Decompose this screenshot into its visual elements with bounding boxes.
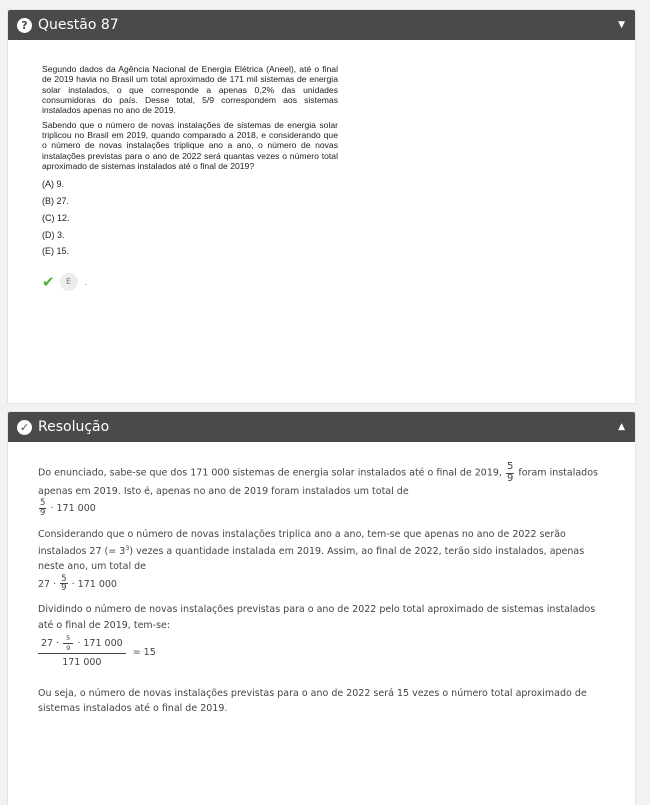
fraction-denominator: 9: [506, 472, 514, 484]
fraction-numerator: 5: [506, 461, 514, 472]
resolution-text: Do enunciado, sabe-se que dos 171 000 sistemas de energia solar instalados até o final de 2019,: [38, 467, 502, 479]
option-a: (A) 9.: [42, 179, 65, 190]
fraction-numerator: 5: [61, 573, 67, 584]
fraction: [506, 462, 514, 484]
superscript: 3: [125, 543, 130, 552]
question-panel: [7, 9, 636, 404]
option-c: (C) 12.: [42, 212, 70, 223]
question-header[interactable]: [8, 10, 635, 40]
fraction-numerator: 5: [40, 498, 46, 509]
expression-text: · 171 000: [77, 637, 123, 649]
expression-1: [38, 499, 611, 518]
resolution-text: foram: [518, 467, 547, 479]
answer-suffix: .: [84, 276, 88, 287]
expression-3: [38, 635, 611, 670]
resolution-body: [8, 442, 635, 717]
resolution-text: instalados apenas em 2019. Isto é, apenas no ano de 2019 foram instalados um total de: [38, 467, 598, 497]
check-icon: ✔: [42, 273, 55, 292]
resolution-header[interactable]: [8, 412, 635, 442]
big-fraction: [38, 635, 126, 670]
question-paragraph-1: Segundo dados da Agência Nacional de Energia Elétrica (Aneel), até o final de 2019 havia no Brasil um total aproximado de 171 mil sistemas de energia solar instalados, o que corresponde a apenas 0,2% das unidades consumidoras do país. Desse total, 5/9 correspondem aos sistemas instalados apenas no ano de 2019.: [42, 64, 338, 116]
fraction: [63, 635, 73, 652]
question-body: [8, 40, 338, 291]
expression-text: · 171 000: [71, 578, 117, 590]
big-fraction-denominator: 171 000: [62, 656, 102, 668]
fraction: [60, 575, 67, 594]
question-title: Questão 87: [38, 17, 119, 33]
resolution-title: Resolução: [38, 419, 110, 435]
resolution-paragraph-3: Dividindo o número de novas instalações previstas para o ano de 2022 pelo total aproximado de sistemas instalados até o final de 2019, tem-se:: [38, 604, 596, 631]
resolution-text: Considerando que o número de novas instalações triplica ano a ano, tem-se que apenas no ano de 2022 serão instalados 27 (= 3: [38, 529, 566, 557]
fraction: [39, 499, 46, 518]
expression-text: 27 ·: [38, 578, 57, 590]
question-circle-icon: ?: [17, 18, 32, 33]
option-e: (E) 15.: [42, 246, 70, 257]
option-b: (B) 27.: [42, 195, 70, 206]
expression-result: = 15: [132, 647, 156, 659]
resolution-text: ) vezes a quantidade instalada em 2019. Assim, ao final de 2022, terão sido instalados, apenas neste ano, um total de: [38, 545, 585, 573]
fraction-denominator: 9: [40, 508, 46, 519]
answer-badge: E: [60, 273, 78, 291]
big-fraction-numerator: [38, 635, 126, 654]
resolution-panel: [7, 411, 636, 805]
fraction-denominator: 9: [61, 583, 67, 594]
resolution-paragraph-4: Ou seja, o número de novas instalações previstas para o ano de 2022 será 15 vezes o número total aproximado de sistemas instalados até o final de 2019.: [38, 688, 587, 715]
resolution-paragraph-2: [38, 527, 611, 574]
fraction-denominator: 9: [66, 643, 71, 652]
caret-up-icon[interactable]: ▲: [618, 422, 625, 432]
answer-row: [42, 273, 338, 291]
fraction-numerator: 5: [63, 635, 73, 644]
caret-down-icon[interactable]: ▼: [618, 20, 625, 30]
expression-text: · 171 000: [50, 503, 96, 515]
expression-text: 27 ·: [41, 637, 60, 649]
question-paragraph-2: Sabendo que o número de novas instalações de sistemas de energia solar triplicou no Brasil em 2019, quando comparado a 2018, e considerando que o número de novas instalações triplique ano a ano, o número de novas instalações previstas para o ano de 2022 será quantas vezes o número total aproximado de sistemas instalados até o final de 2019?: [42, 119, 338, 171]
resolution-paragraph-1: [38, 462, 611, 499]
expression-2: [38, 575, 611, 594]
check-circle-icon: ✓: [17, 420, 32, 435]
option-d: (D) 3.: [42, 229, 65, 240]
